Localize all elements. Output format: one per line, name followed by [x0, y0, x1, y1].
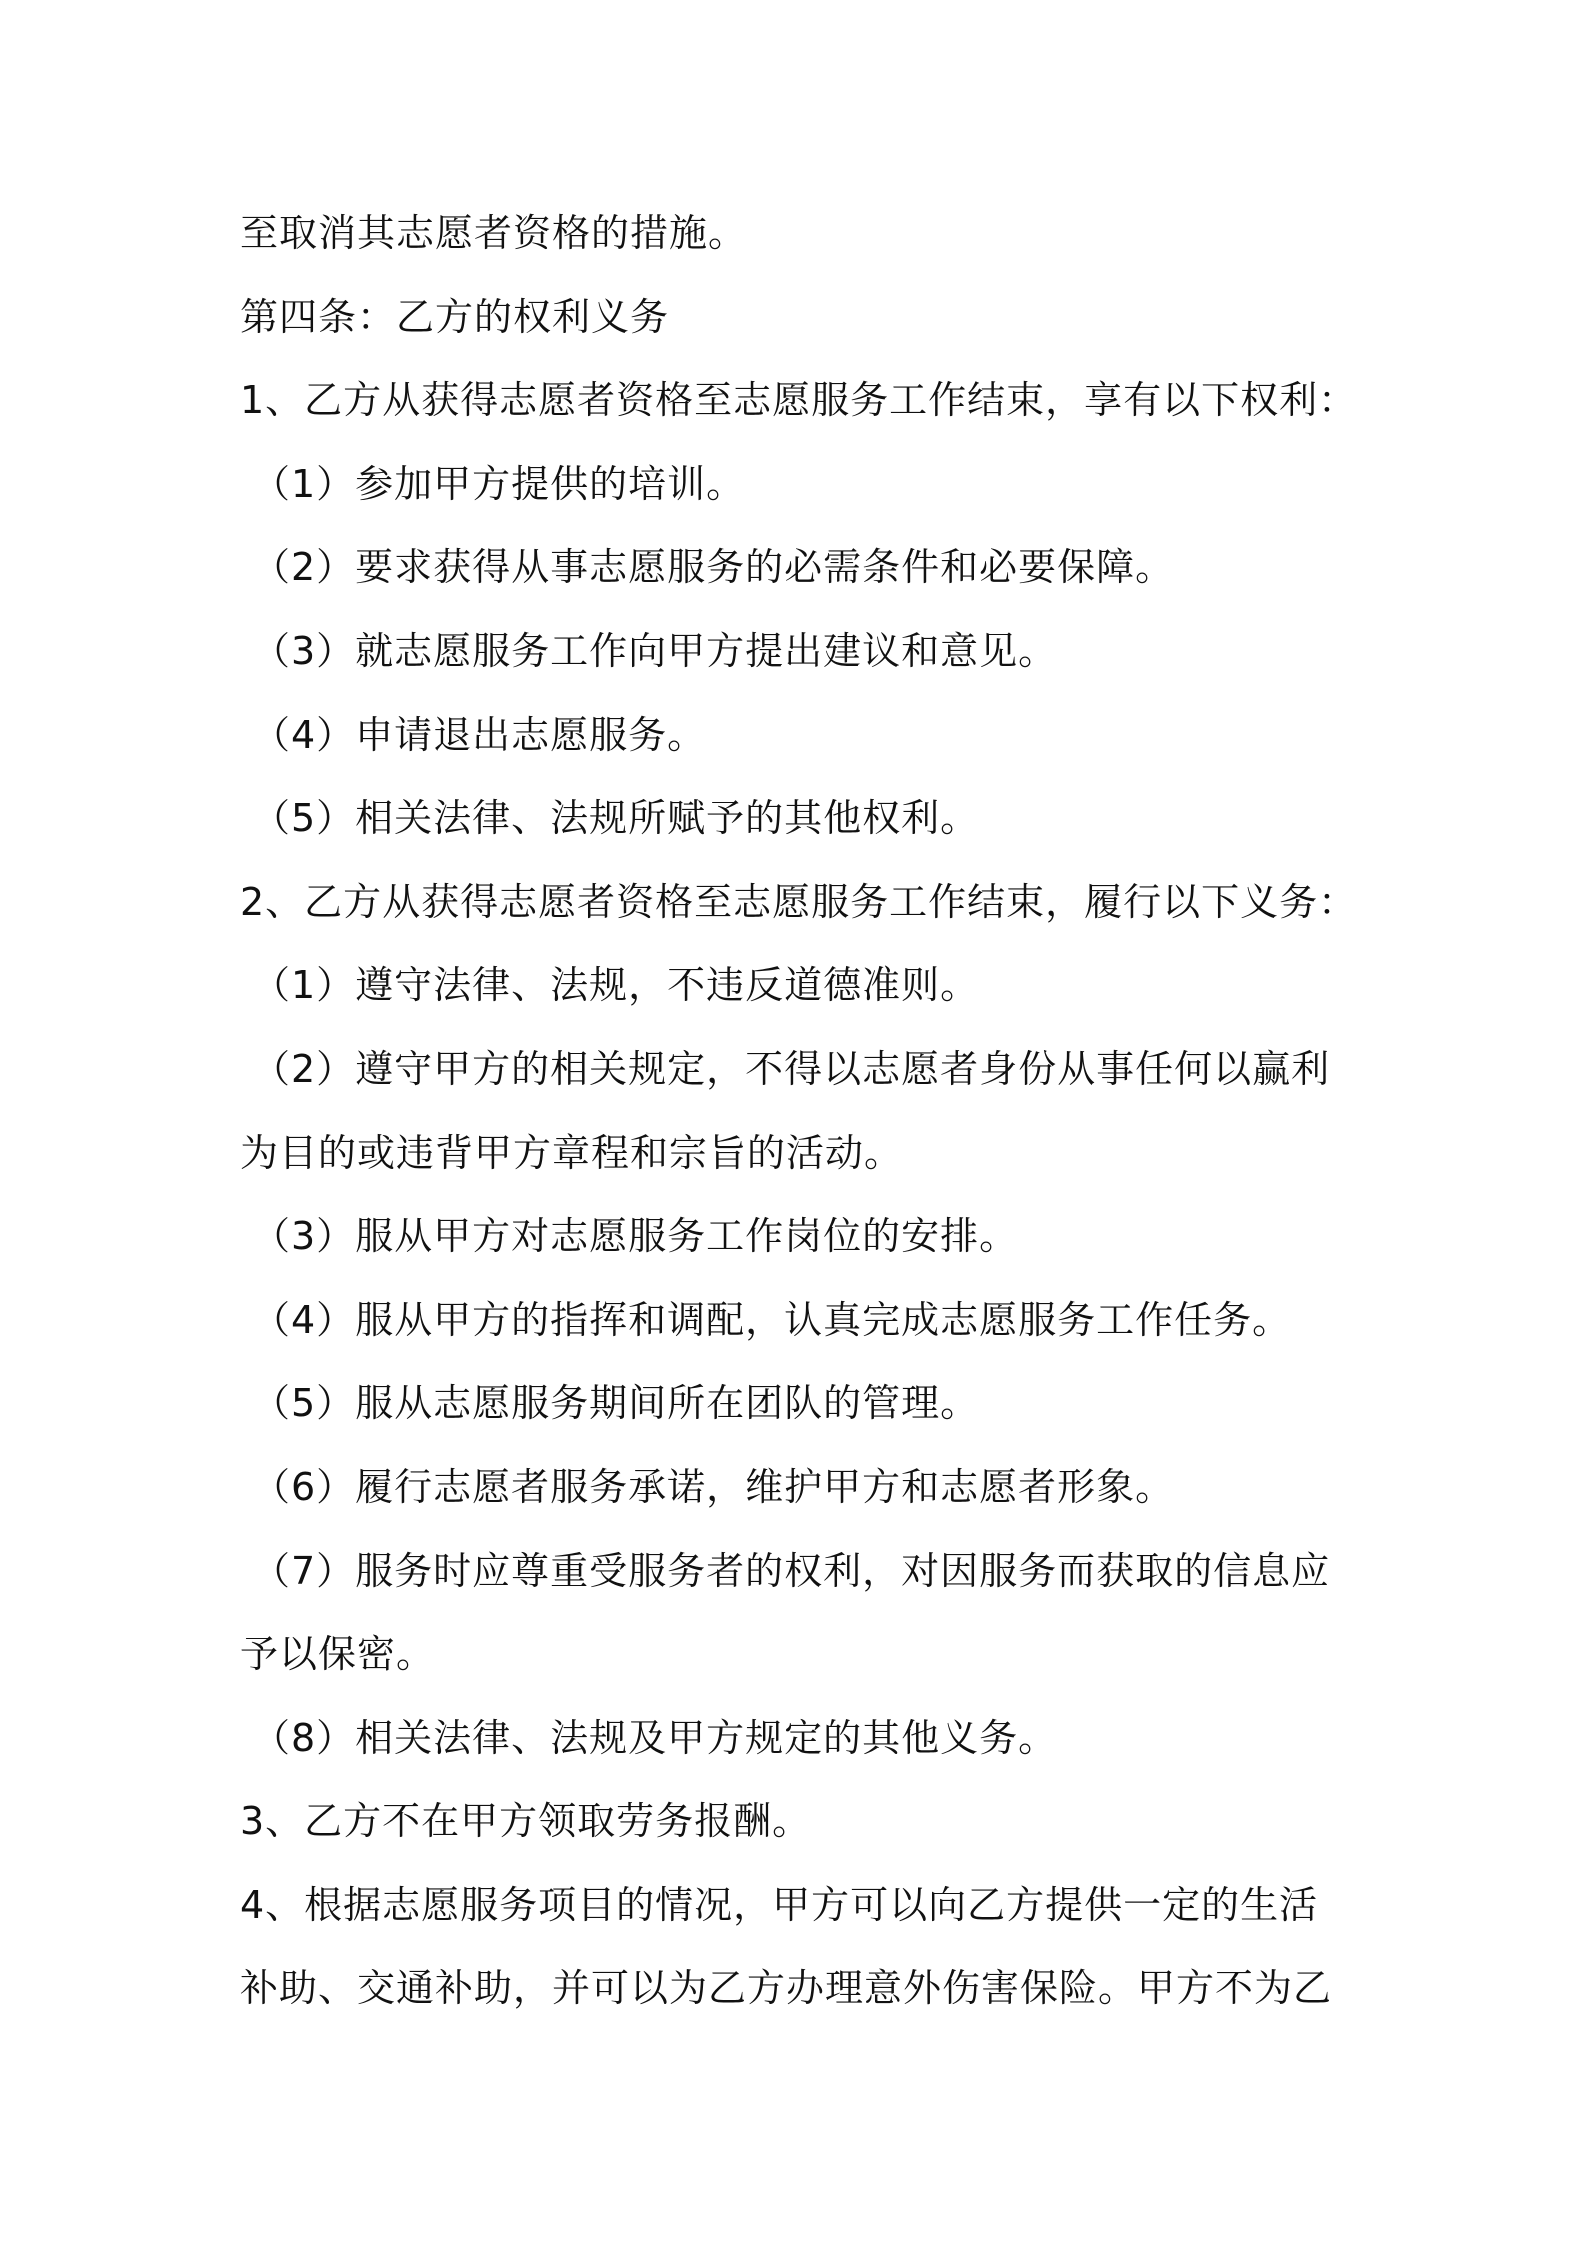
clause-line: 4、根据志愿服务项目的情况，甲方可以向乙方提供一定的生活 [240, 1882, 1319, 1927]
text-line: 至取消其志愿者资格的措施。 [240, 211, 748, 255]
clause-line: 2、乙方从获得志愿者资格至志愿服务工作结束，履行以下义务： [240, 879, 1358, 924]
list-item: （4）申请退出志愿服务。 [252, 712, 707, 757]
section-heading: 第四条：乙方的权利义务 [240, 294, 670, 339]
text-line: 补助、交通补助，并可以为乙方办理意外伤害保险。甲方不为乙 [240, 1966, 1333, 2011]
list-item: （5）相关法律、法规所赋予的其他权利。 [252, 796, 980, 841]
list-item: （7）服务时应尊重受服务者的权利，对因服务而获取的信息应 [252, 1548, 1331, 1593]
text-line: 为目的或违背甲方章程和宗旨的活动。 [240, 1130, 904, 1175]
list-item: （2）要求获得从事志愿服务的必需条件和必要保障。 [252, 545, 1175, 590]
list-item: （5）服从志愿服务期间所在团队的管理。 [252, 1381, 980, 1426]
list-item: （8）相关法律、法规及甲方规定的其他义务。 [252, 1715, 1058, 1760]
clause-line: 1、乙方从获得志愿者资格至志愿服务工作结束，享有以下权利： [240, 378, 1358, 423]
list-item: （1）参加甲方提供的培训。 [252, 461, 746, 506]
document-body [240, 192, 1360, 2031]
text-line: 予以保密。 [240, 1632, 436, 1677]
list-item: （6）履行志愿者服务承诺，维护甲方和志愿者形象。 [252, 1464, 1175, 1509]
list-item: （1）遵守法律、法规，不违反道德准则。 [252, 963, 980, 1008]
clause-line: 3、乙方不在甲方领取劳务报酬。 [240, 1799, 812, 1844]
list-item: （2）遵守甲方的相关规定，不得以志愿者身份从事任何以赢利 [252, 1046, 1331, 1091]
list-item: （3）服从甲方对志愿服务工作岗位的安排。 [252, 1214, 1019, 1259]
list-item: （3）就志愿服务工作向甲方提出建议和意见。 [252, 628, 1058, 673]
list-item: （4）服从甲方的指挥和调配，认真完成志愿服务工作任务。 [252, 1297, 1292, 1342]
